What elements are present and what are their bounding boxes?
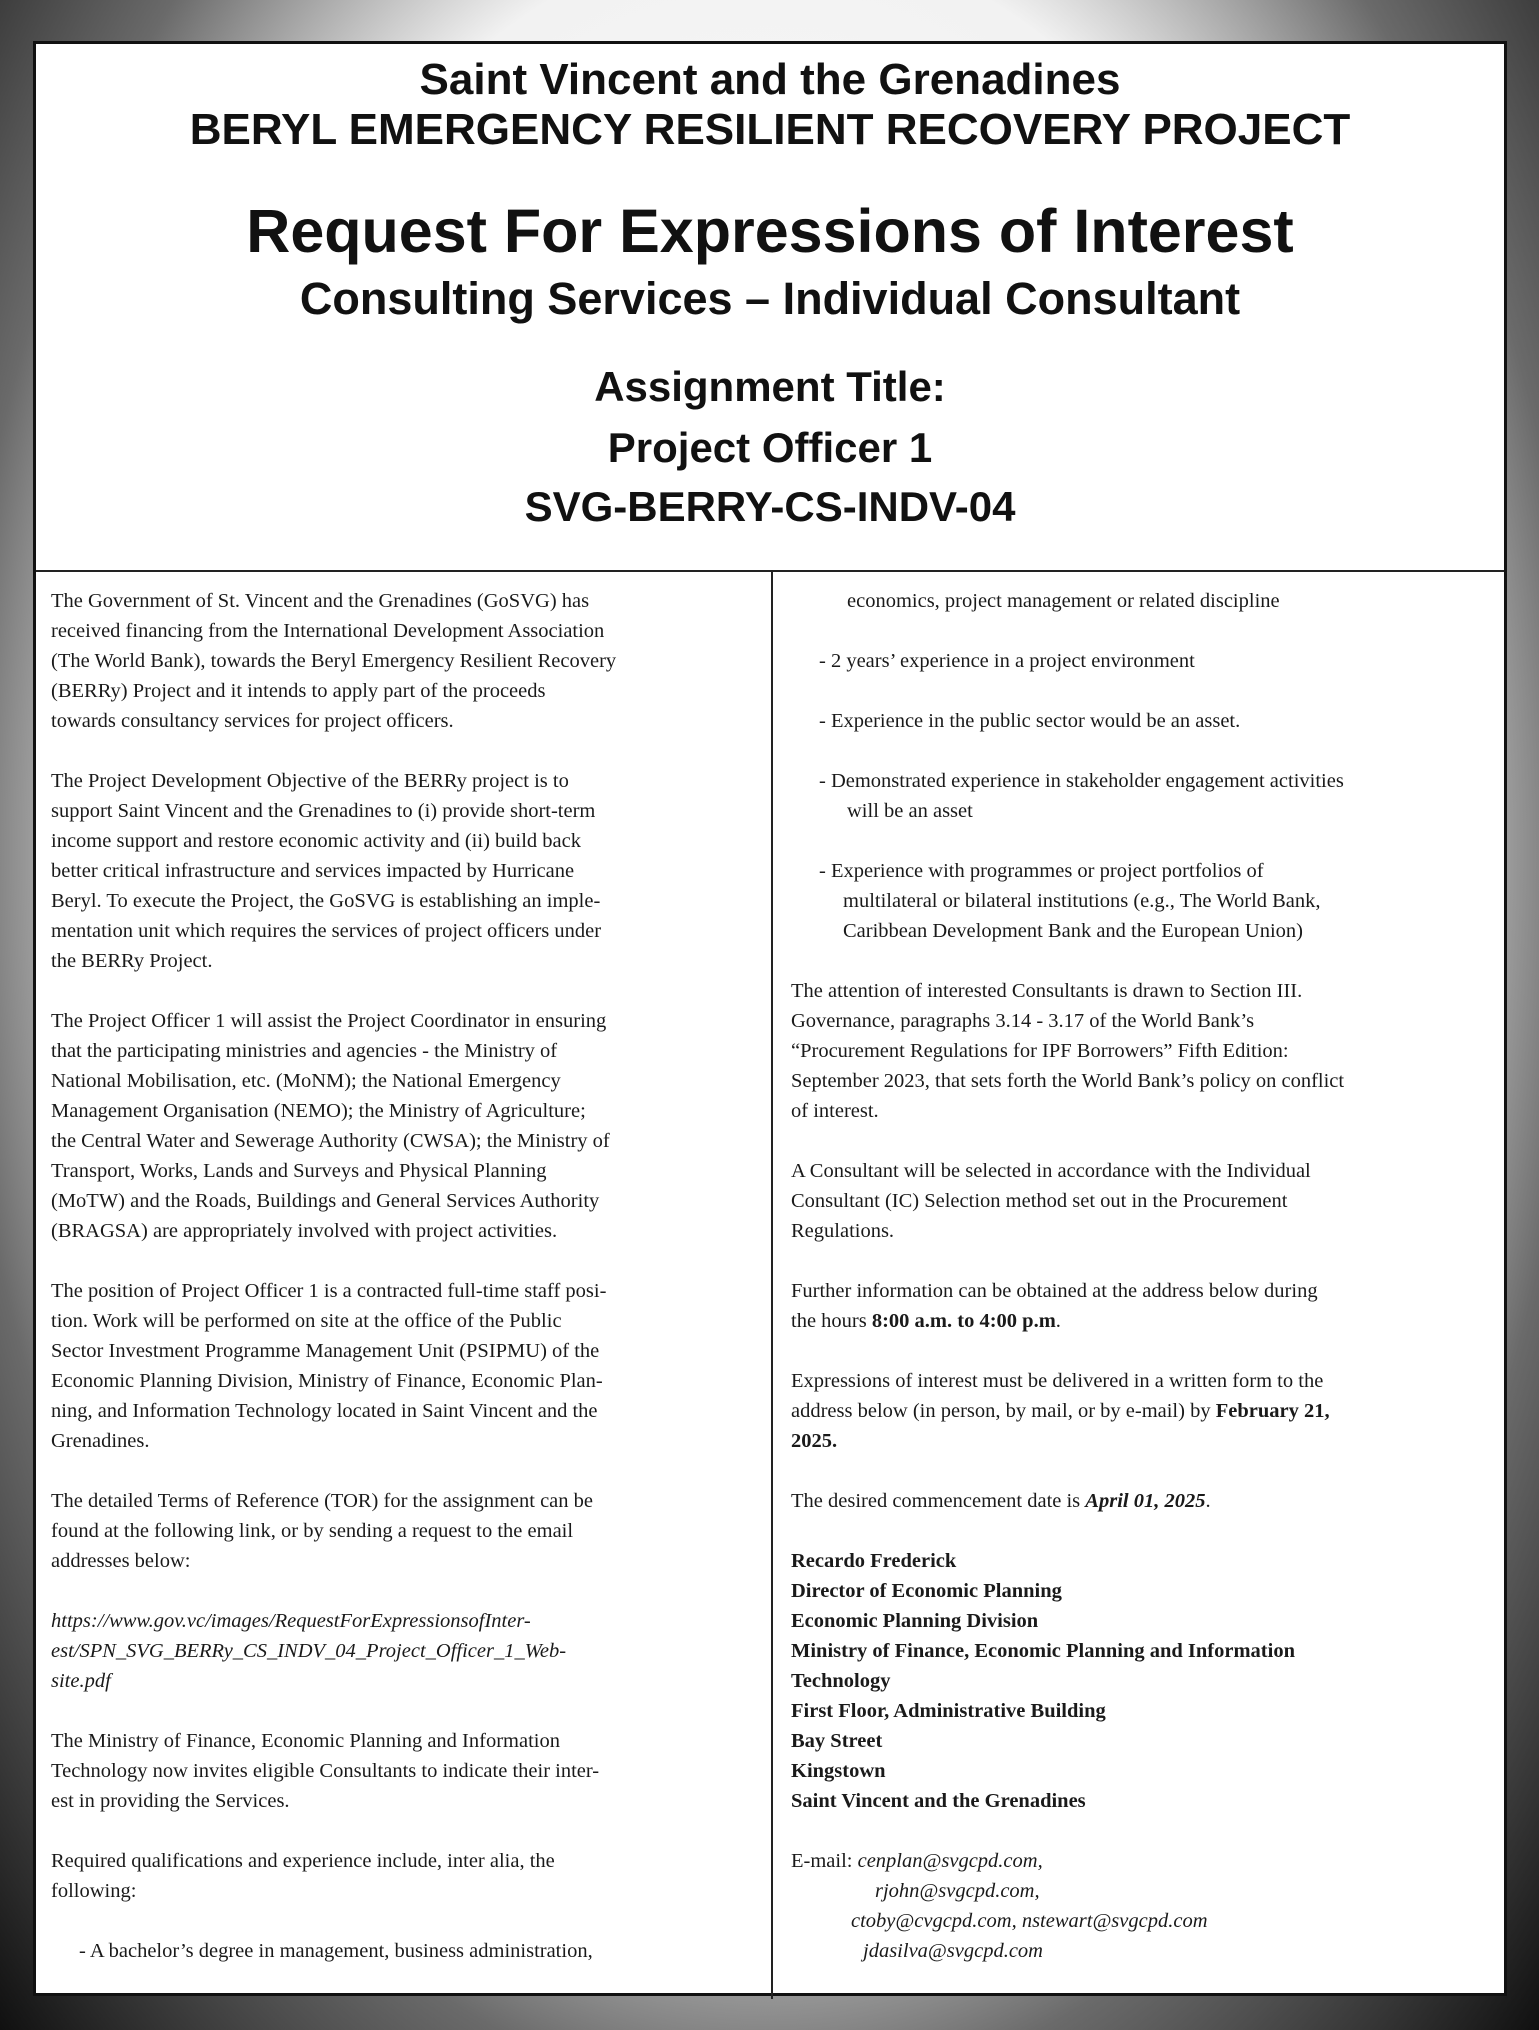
position-paragraph: The position of Project Officer 1 is a contracted full-time staff posi- tion. Work will be performed on site at the office of the Public Sector Investment Programme Management Unit (PSIPMU) of the Economic Planning Division, Ministry of Finance, Economic Plan- ning, and Information Technology located in Saint Vincent and the Grenadines. — [51, 1280, 607, 1452]
notice-frame — [33, 41, 1507, 1996]
contact-name: Recardo Frederick — [791, 1550, 957, 1572]
conflict-of-interest-paragraph: The attention of interested Consultants is drawn to Section III. Governance, paragraphs 3.14 - 3.17 of the World Bank’s “Procurement Regulations for IPF Borrowers” Fifth Edition: September 2023, that sets forth the World Bank’s policy on conflict of interest. — [791, 980, 1345, 1122]
qualification-bullet-public-sector: - Experience in the public sector would be an asset. — [819, 710, 1241, 732]
email-label: E-mail: — [791, 1850, 858, 1872]
email-block — [791, 1846, 1496, 1966]
consulting-subtitle: Consulting Services – Individual Consultant — [299, 273, 1241, 324]
intro-paragraph: The Government of St. Vincent and the Grenadines (GoSVG) has received financing from the International Development Association (The World Bank), towards the Beryl Emergency Resilient Recovery (BERRy) Project and it intends to apply part of the proceeds towards consultancy services for project officers. — [51, 590, 617, 732]
right-column — [791, 586, 1496, 1966]
column-divider — [771, 572, 773, 1999]
left-column — [51, 586, 751, 1966]
qualifications-intro: Required qualifications and experience include, inter alia, the following: — [51, 1850, 555, 1902]
duties-paragraph: The Project Officer 1 will assist the Project Coordinator in ensuring that the participating ministries and agencies - the Ministry of National Mobilisation, etc. (MoNM); the National Emergency Management Organisation (NEMO); the Ministry of Agriculture; the Central Water and Sewerage Authority (CWSA); the Ministry of Transport, Works, Lands and Surveys and Physical Planning (MoTW) and the Roads, Buildings and General Services Authority (BRAGSA) are appropriately involved with project activities. — [51, 1010, 610, 1242]
deadline-paragraph: Expressions of interest must be delivered in a written form to the address below (in person, by mail, or by e-mail) by February 21, 2025. — [791, 1370, 1330, 1452]
contact-address-block: Recardo Frederick Director of Economic Planning Economic Planning Division Ministry of Finance, Economic Planning and Information Technology First Floor, Administrative Building Bay Street Kingstown Saint Vincent and the Grenadines — [791, 1546, 1496, 1816]
project-heading: BERYL EMERGENCY RESILIENT RECOVERY PROJECT — [189, 105, 1351, 154]
tor-link[interactable]: https://www.gov.vc/images/RequestForExpressionsofInter- est/SPN_SVG_BERRy_CS_INDV_04_Project_Officer_1_Web- site.pdf — [51, 1610, 567, 1692]
qualification-bullet-stakeholder: - Demonstrated experience in stakeholder engagement activities will be an asset — [819, 770, 1344, 822]
objective-paragraph: The Project Development Objective of the BERRy project is to support Saint Vincent and the Grenadines to (i) provide short-term income support and restore economic activity and (ii) build back better critical infrastructure and services impacted by Hurricane Beryl. To execute the Project, the GoSVG is establishing an imple- mentation unit which requires the services of project officers under the BERRy Project. — [51, 770, 602, 972]
commencement-date: April 01, 2025 — [1085, 1490, 1206, 1512]
qualification-bullet-portfolios: - Experience with programmes or project portfolios of multilateral or bilateral institutions (e.g., The World Bank, Caribbean Development Bank and the European Union) — [819, 860, 1321, 942]
assignment-title: Project Officer 1 — [607, 424, 933, 471]
tor-paragraph: The detailed Terms of Reference (TOR) for the assignment can be found at the following link, or by sending a request to the email addresses below: — [51, 1490, 593, 1572]
notice-header — [36, 44, 1504, 572]
hours-paragraph: Further information can be obtained at the address below during the hours 8:00 a.m. to 4:00 p.m. — [791, 1280, 1318, 1332]
qualification-bullet-experience: - 2 years’ experience in a project environment — [819, 650, 1195, 672]
qualification-bullet-degree: - A bachelor’s degree in management, business administration, — [79, 1940, 593, 1962]
email-link-jdasilva[interactable]: jdasilva@svgcpd.com — [863, 1940, 1043, 1962]
invitation-paragraph: The Ministry of Finance, Economic Planning and Information Technology now invites eligible Consultants to indicate their inter- est in providing the Services. — [51, 1730, 600, 1812]
selection-paragraph: A Consultant will be selected in accordance with the Individual Consultant (IC) Selection method set out in the Procurement Regulations. — [791, 1160, 1311, 1242]
qualification-bullet-degree-cont: economics, project management or related discipline — [847, 590, 1280, 612]
email-link-cenplan[interactable]: cenplan@svgcpd.com, — [857, 1850, 1043, 1872]
country-heading: Saint Vincent and the Grenadines — [419, 55, 1121, 104]
office-hours: 8:00 a.m. to 4:00 p.m — [871, 1310, 1056, 1332]
email-link-rjohn[interactable]: rjohn@svgcpd.com, — [875, 1880, 1040, 1902]
email-link-ctoby-nstewart[interactable]: ctoby@cvgcpd.com, nstewart@svgcpd.com — [851, 1910, 1208, 1932]
assignment-label: Assignment Title: — [594, 363, 946, 410]
commencement-paragraph: The desired commencement date is April 01, 2025. — [791, 1490, 1211, 1512]
deadline-date: February 21, — [1215, 1400, 1330, 1422]
rfei-title: Request For Expressions of Interest — [246, 197, 1294, 265]
reference-number: SVG-BERRY-CS-INDV-04 — [524, 483, 1016, 530]
